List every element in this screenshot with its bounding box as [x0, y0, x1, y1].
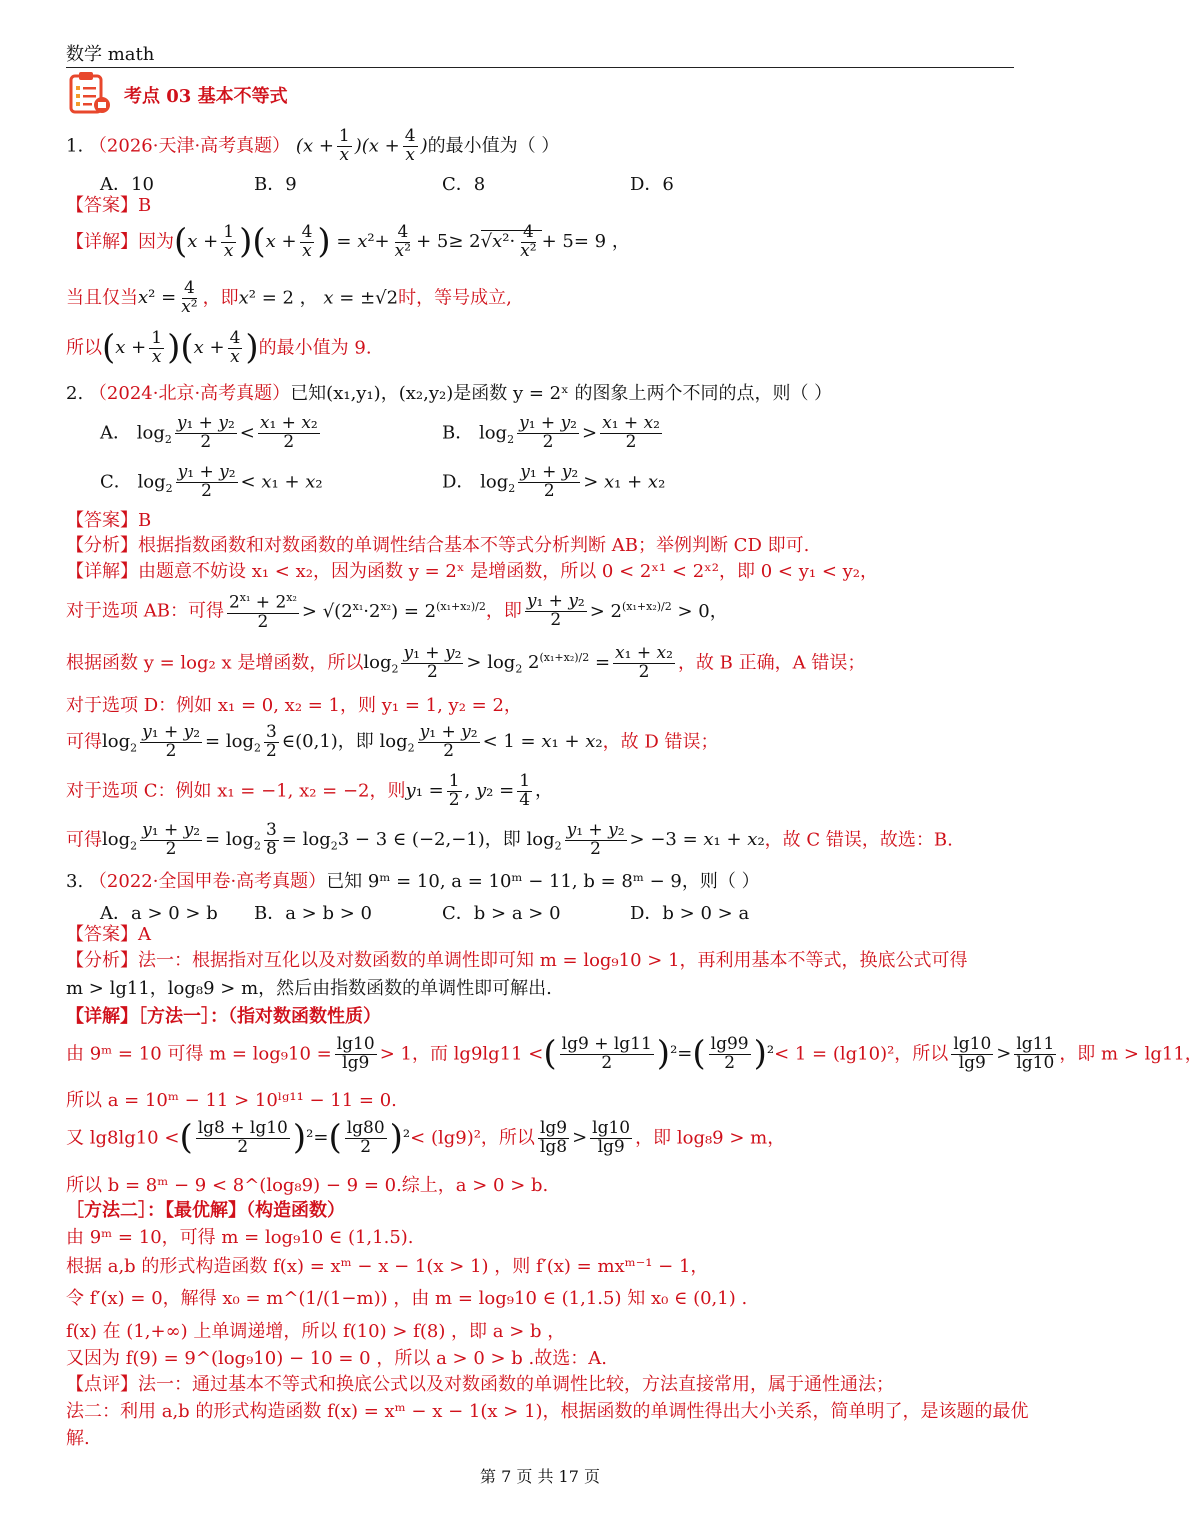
q3-option-c: C．b > a > 0 — [442, 903, 561, 924]
q2-option-b: B． $\log_2$ $\frac{\text{y₁ + y₂}}{2}$ > $\frac{\text{x₁ + x₂}}{2}$ — [442, 413, 660, 452]
q3-method2-line1: 由 9ᵐ = 10，可得 m = log₉10 ∈ (1,1.5). — [66, 1227, 414, 1248]
q1-option-c: C．8 — [442, 174, 486, 195]
q3-method2-line4: f(x) 在 (1,+∞) 上单调递增，所以 f(10) > f(8) ，即 a > b ， — [66, 1321, 566, 1342]
page-footer: 第 7 页 共 17 页 — [480, 1467, 600, 1486]
q2-mono: 根据函数 y = log₂ x 是增函数，所以$\log_2$ $\frac{\text{y₁ + y₂}}{2}$ > $\log_2 2^{(x_1+x_2)/2}$ = $\frac{\text{x₁ + x₂}}{2}$ ，故 B 正确，A 错误； — [66, 643, 866, 682]
q2-option-d-result: 可得$\log_2$ $\frac{\text{y₁ + y₂}}{2}$ = $\log_2$ $\frac{3}{2}$ ∈(0,1)，即 $\log_2$ $\frac{\text{y₁ + y₂}}{2}$ < 1 = x₁ + x₂，故 D 错误； — [66, 722, 719, 761]
q2-analysis: 【分析】根据指数函数和对数函数的单调性结合基本不等式分析判断 AB；举例判断 CD 即可. — [66, 535, 810, 556]
page-header: 数学 math — [66, 44, 155, 65]
header-divider — [66, 67, 1014, 68]
q1-detail-line3: 所以(x + $\frac{1}{x}$ )(x + $\frac{4}{x}$ )的最小值为 9. — [66, 328, 372, 368]
q3-method2-line2: 根据 a,b 的形式构造函数 f(x) = xᵐ − x − 1(x > 1) ，则 f′(x) = mxᵐ⁻¹ − 1， — [66, 1256, 709, 1277]
q2-option-c: C． $\log_2$ $\frac{\text{y₁ + y₂}}{2}$ < x₁ + x₂ — [100, 462, 323, 501]
q1-stem: 1. （2026·天津·高考真题） (x + $\frac{1}{x}$ )(x + $\frac{4}{x}$ )的最小值为（ ） — [66, 126, 560, 165]
q3-method1-line4: 所以 b = 8ᵐ − 9 < 8^(log₈9) − 9 = 0.综上，a > 0 > b. — [66, 1175, 549, 1196]
q2-detail: 【详解】由题意不妨设 x₁ < x₂，因为函数 y = 2ˣ 是增函数，所以 0 < 2ˣ¹ < 2ˣ²，即 0 < y₁ < y₂， — [66, 561, 879, 582]
q3-method2-line5: 又因为 f(9) = 9^(log₉10) − 10 = 0 ，所以 a > 0 > b .故选：A. — [66, 1348, 607, 1369]
q2-stem: 2. （2024·北京·高考真题）已知(x₁,y₁)，(x₂,y₂)是函数 y = 2ˣ 的图象上两个不同的点，则（ ） — [66, 383, 833, 404]
q3-comment-1: 【点评】法一：通过基本不等式和换底公式以及对数函数的单调性比较，方法直接常用，属于通性通法； — [66, 1374, 894, 1395]
q1-detail: 【详解】因为(x + $\frac{1}{x}$ )(x + $\frac{4}{x}$ ) = x²+ $\frac{4}{\text{x²}}$ + 5≥ 2√x²· $\frac{4}{\text{x²}}$ + 5= 9 ， — [66, 222, 630, 262]
q3-option-d: D．b > 0 > a — [630, 903, 750, 924]
q2-option-d: D． $\log_2$ $\frac{\text{y₁ + y₂}}{2}$ > x₁ + x₂ — [442, 462, 666, 501]
q2-ab: 对于选项 AB：可得 $\frac{2^{x_1} + 2^{x_2}}{2}$ > $√(2^{x_1}\cdot 2^{x_2}) = 2^{(x_1+x_2)/2}$，即 $\frac{\text{y₁ + y₂}}{2}$ > $2^{(x_1+x_2)/2} > 0$， — [66, 591, 728, 632]
topic-title: 考点 03 基本不等式 — [124, 86, 288, 107]
q3-analysis-2: m > lg11，log₈9 > m，然后由指数函数的单调性即可解出. — [66, 978, 552, 999]
clipboard-icon — [66, 70, 112, 121]
q3-option-a: A．a > 0 > b — [100, 903, 218, 924]
q3-method1-line2: 所以 a = 10ᵐ − 11 > 10ˡᵍ¹¹ − 11 = 0. — [66, 1090, 397, 1111]
q3-method1-heading: 【详解】［方法一］：（指对数函数性质） — [66, 1006, 381, 1027]
q2-answer: 【答案】B — [66, 510, 152, 531]
q3-analysis-1: 【分析】法一：根据指对互化以及对数函数的单调性即可知 m = log₉10 > 1，再利用基本不等式，换底公式可得 — [66, 950, 968, 971]
q3-method2-heading: ［方法二］：【最优解】（构造函数） — [66, 1200, 345, 1221]
q1-detail-line2: 当且仅当x² = $\frac{4}{\text{x²}}$ ，即x² = 2 ， x = ±√2时，等号成立, — [66, 278, 512, 317]
q3-stem: 3. （2022·全国甲卷·高考真题）已知 9ᵐ = 10, a = 10ᵐ − 11, b = 8ᵐ − 9，则（ ） — [66, 871, 760, 892]
q3-method1-line3: 又 lg8lg10 <( $\frac{\lg 8 + \lg 10}{2}$ )²=( $\frac{\lg 80}{2}$ )²< (lg9)²，所以 $\frac{\lg 9}{\lg 8}$ > $\frac{\lg 10}{\lg 9}$ ，即 log₈9 > m， — [66, 1118, 786, 1158]
q3-method1-line1: 由 9ᵐ = 10 可得 m = log₉10 = $\frac{\lg 10}{\lg 9}$ > 1，而 lg9lg11 <( $\frac{\lg 9 + \lg 11}{2}$ )²=( $\frac{\lg 99}{2}$ )²< 1 = (lg10)²，所以 $\frac{\lg 10}{\lg 9}$ > $\frac{\lg 11}{\lg 10}$ ，即 m > lg11， — [66, 1034, 1203, 1074]
q3-comment-3: 解. — [66, 1428, 90, 1449]
q3-method2-line3: 令 f′(x) = 0，解得 x₀ = m^(1/(1−m)) ，由 m = log₉10 ∈ (1,1.5) 知 x₀ ∈ (0,1) . — [66, 1288, 748, 1309]
q3-comment-2: 法二：利用 a,b 的形式构造函数 f(x) = xᵐ − x − 1(x > 1)，根据函数的单调性得出大小关系，简单明了，是该题的最优 — [66, 1401, 1029, 1422]
q1-option-b: B．9 — [254, 174, 297, 195]
topic-heading — [66, 72, 288, 118]
q3-option-b: B．a > b > 0 — [254, 903, 372, 924]
q1-answer: 【答案】B — [66, 195, 152, 216]
q1-option-a: A．10 — [100, 174, 154, 195]
q3-answer: 【答案】A — [66, 924, 151, 945]
q2-option-a: A． $\log_2$ $\frac{\text{y₁ + y₂}}{2}$ < $\frac{\text{x₁ + x₂}}{2}$ — [100, 413, 318, 452]
q2-option-c-example: 对于选项 C：例如 x₁ = −1, x₂ = −2，则y₁ = $\frac{1}{2}$ , y₂ = $\frac{1}{4}$ ， — [66, 771, 554, 810]
q2-option-c-result: 可得$\log_2$ $\frac{\text{y₁ + y₂}}{2}$ = $\log_2$ $\frac{3}{8}$ = $\log_23 - 3$ ∈ (−2,−1)，即 $\log_2$ $\frac{\text{y₁ + y₂}}{2}$ > −3 = x₁ + x₂，故 C 错误，故选：B. — [66, 820, 953, 859]
q1-option-d: D．6 — [630, 174, 674, 195]
q2-option-d-example: 对于选项 D：例如 x₁ = 0, x₂ = 1，则 y₁ = 1, y₂ = 2， — [66, 695, 522, 716]
